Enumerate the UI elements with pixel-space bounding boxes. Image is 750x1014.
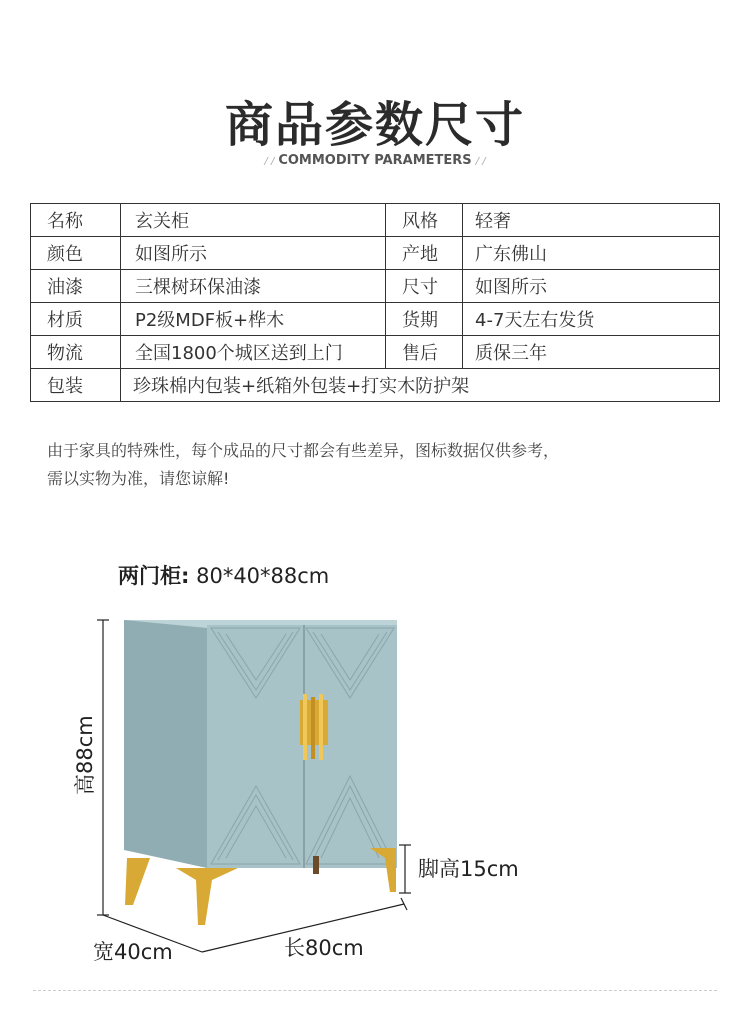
length-label: 长80cm xyxy=(284,936,364,960)
spec-size: 80*40*88cm xyxy=(196,564,330,588)
param-value: 全国1800个城区送到上门 xyxy=(121,336,386,369)
param-key: 油漆 xyxy=(31,270,121,303)
note-line: 由于家具的特殊性，每个成品的尺寸都会有些差异，图标数据仅供参考， xyxy=(47,441,560,460)
param-value: 轻奢 xyxy=(463,204,720,237)
param-key: 产地 xyxy=(386,237,463,270)
param-key: 货期 xyxy=(386,303,463,336)
subtitle-slash-left: / / xyxy=(264,156,275,167)
subtitle-text: COMMODITY PARAMETERS xyxy=(278,153,472,168)
param-key: 颜色 xyxy=(31,237,121,270)
param-key: 材质 xyxy=(31,303,121,336)
param-value: 广东佛山 xyxy=(463,237,720,270)
page-title: 商品参数尺寸 xyxy=(224,97,525,153)
param-key: 售后 xyxy=(386,336,463,369)
param-value: P2级MDF板+桦木 xyxy=(121,303,386,336)
param-key: 物流 xyxy=(31,336,121,369)
param-key: 名称 xyxy=(31,204,121,237)
param-value: 珍珠棉内包装+纸箱外包装+打实木防护架 xyxy=(121,369,720,402)
param-key: 尺寸 xyxy=(386,270,463,303)
param-value: 如图所示 xyxy=(121,237,386,270)
param-value: 质保三年 xyxy=(463,336,720,369)
param-value: 4-7天左右发货 xyxy=(463,303,720,336)
bottom-divider xyxy=(33,990,717,991)
height-label: 高88cm xyxy=(73,715,97,795)
cabinet-side-panel xyxy=(124,620,207,868)
note-line: 需以实物为准，请您谅解! xyxy=(47,469,230,488)
width-label: 宽40cm xyxy=(93,940,173,964)
leg-height-label: 脚高15cm xyxy=(418,857,519,881)
param-value: 三棵树环保油漆 xyxy=(121,270,386,303)
param-key: 包装 xyxy=(31,369,121,402)
param-value: 玄关柜 xyxy=(121,204,386,237)
param-key: 风格 xyxy=(386,204,463,237)
subtitle-slash-right: / / xyxy=(475,156,486,167)
spec-name: 两门柜: xyxy=(118,564,190,588)
param-value: 如图所示 xyxy=(463,270,720,303)
